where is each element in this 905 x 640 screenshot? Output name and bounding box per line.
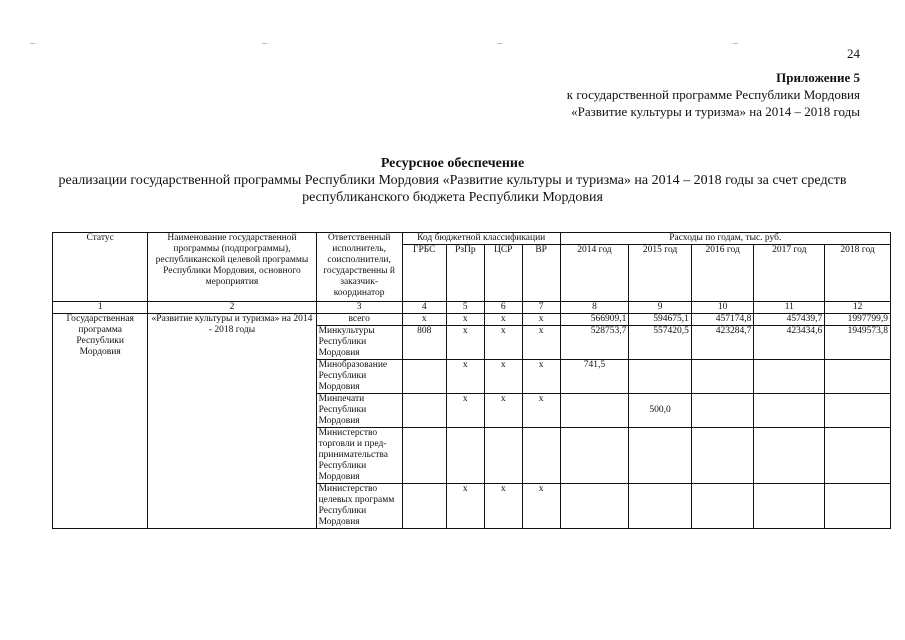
header-rzpr: РзПр [446,245,484,302]
appendix-line-1: к государственной программе Республики Мордовия [566,87,860,102]
scan-mark [497,43,502,44]
grbs-cell: х [402,314,446,326]
amount-2018-cell: 1997799,9 [825,314,891,326]
column-number: 5 [446,302,484,314]
grbs-cell [402,484,446,529]
resource-table [52,232,891,529]
grbs-cell [402,394,446,428]
document-subtitle: реализации государственной программы Республики Мордовия «Развитие культуры и туризма» на 2014 – 2018 годы за счет средств республиканского бюджета Республики Мордовия [58,173,847,205]
amount-2015-cell: 557420,5 [629,326,692,360]
csr-cell: х [484,394,522,428]
amount-2014-cell: 741,5 [560,360,629,394]
amount-2016-cell: 423284,7 [691,326,754,360]
executor-cell: Министерство торговли и пред-принимательства Республики Мордовия [316,428,402,484]
csr-cell: х [484,326,522,360]
scan-mark [262,43,267,44]
appendix-line-2: «Развитие культуры и туризма» на 2014 – 2018 годы [571,104,860,119]
status-cell: Государственная программа Республики Мордовия [53,314,148,529]
vr-cell [522,428,560,484]
header-2014: 2014 год [560,245,629,302]
document-heading [0,155,905,206]
document-title: Ресурсное обеспечение [380,156,525,171]
rzpr-cell: х [446,326,484,360]
column-number: 9 [629,302,692,314]
amount-2016-cell [691,484,754,529]
column-number: 10 [691,302,754,314]
executor-cell: Минпечати Республики Мордовия [316,394,402,428]
column-number: 7 [522,302,560,314]
amount-2015-cell [629,428,692,484]
amount-2016-cell: 457174,8 [691,314,754,326]
amount-2014-cell [560,428,629,484]
rzpr-cell: х [446,394,484,428]
header-name: Наименование государственной программы (подпрограммы), республиканской целевой программы Республики Мордовия, основного мероприятия [148,233,316,302]
amount-2017-cell [754,394,825,428]
column-number: 11 [754,302,825,314]
executor-cell: Минобразование Республики Мордовия [316,360,402,394]
amount-2017-cell: 423434,6 [754,326,825,360]
vr-cell: х [522,394,560,428]
amount-2018-cell: 1949573,8 [825,326,891,360]
column-number: 1 [53,302,148,314]
csr-cell: х [484,360,522,394]
vr-cell: х [522,360,560,394]
amount-2016-cell [691,428,754,484]
amount-2014-cell [560,394,629,428]
appendix-label: Приложение 5 [776,70,860,85]
appendix-block [567,69,860,120]
amount-2015-cell: 500,0 [629,394,692,428]
column-number: 4 [402,302,446,314]
table-row [53,314,891,326]
column-number-row [53,302,891,314]
amount-2014-cell: 528753,7 [560,326,629,360]
amount-2017-cell [754,484,825,529]
scan-mark [733,43,738,44]
scan-mark [30,43,35,44]
amount-2015-cell: 594675,1 [629,314,692,326]
column-number: 3 [316,302,402,314]
header-vr: ВР [522,245,560,302]
executor-cell: всего [316,314,402,326]
vr-cell: х [522,326,560,360]
amount-2018-cell [825,360,891,394]
column-number: 8 [560,302,629,314]
amount-2018-cell [825,428,891,484]
header-expenses: Расходы по годам, тыс. руб. [560,233,890,245]
column-number: 2 [148,302,316,314]
vr-cell: х [522,484,560,529]
header-2016: 2016 год [691,245,754,302]
vr-cell: х [522,314,560,326]
amount-2018-cell [825,484,891,529]
page-number: 24 [847,46,860,61]
amount-2018-cell [825,394,891,428]
csr-cell: х [484,314,522,326]
amount-2015-cell [629,360,692,394]
rzpr-cell: х [446,360,484,394]
csr-cell [484,428,522,484]
amount-2014-cell [560,484,629,529]
program-name-cell: «Развитие культуры и туризма» на 2014 - 2018 годы [148,314,316,529]
rzpr-cell: х [446,484,484,529]
amount-2017-cell [754,428,825,484]
amount-2016-cell [691,360,754,394]
header-2017: 2017 год [754,245,825,302]
header-grbs: ГРБС [402,245,446,302]
amount-2015-cell [629,484,692,529]
amount-2014-cell: 566909,1 [560,314,629,326]
rzpr-cell [446,428,484,484]
grbs-cell: 808 [402,326,446,360]
header-csr: ЦСР [484,245,522,302]
header-executor: Ответственный исполнитель, соисполнители, государственны й заказчик-координатор [316,233,402,302]
column-number: 6 [484,302,522,314]
header-budget-code: Код бюджетной классификации [402,233,560,245]
rzpr-cell: х [446,314,484,326]
amount-2017-cell [754,360,825,394]
executor-cell: Министерство целевых программ Республики Мордовия [316,484,402,529]
amount-2016-cell [691,394,754,428]
column-number: 12 [825,302,891,314]
header-status: Статус [53,233,148,302]
header-2015: 2015 год [629,245,692,302]
grbs-cell [402,360,446,394]
header-2018: 2018 год [825,245,891,302]
executor-cell: Минкультуры Республики Мордовия [316,326,402,360]
csr-cell: х [484,484,522,529]
amount-2017-cell: 457439,7 [754,314,825,326]
grbs-cell [402,428,446,484]
